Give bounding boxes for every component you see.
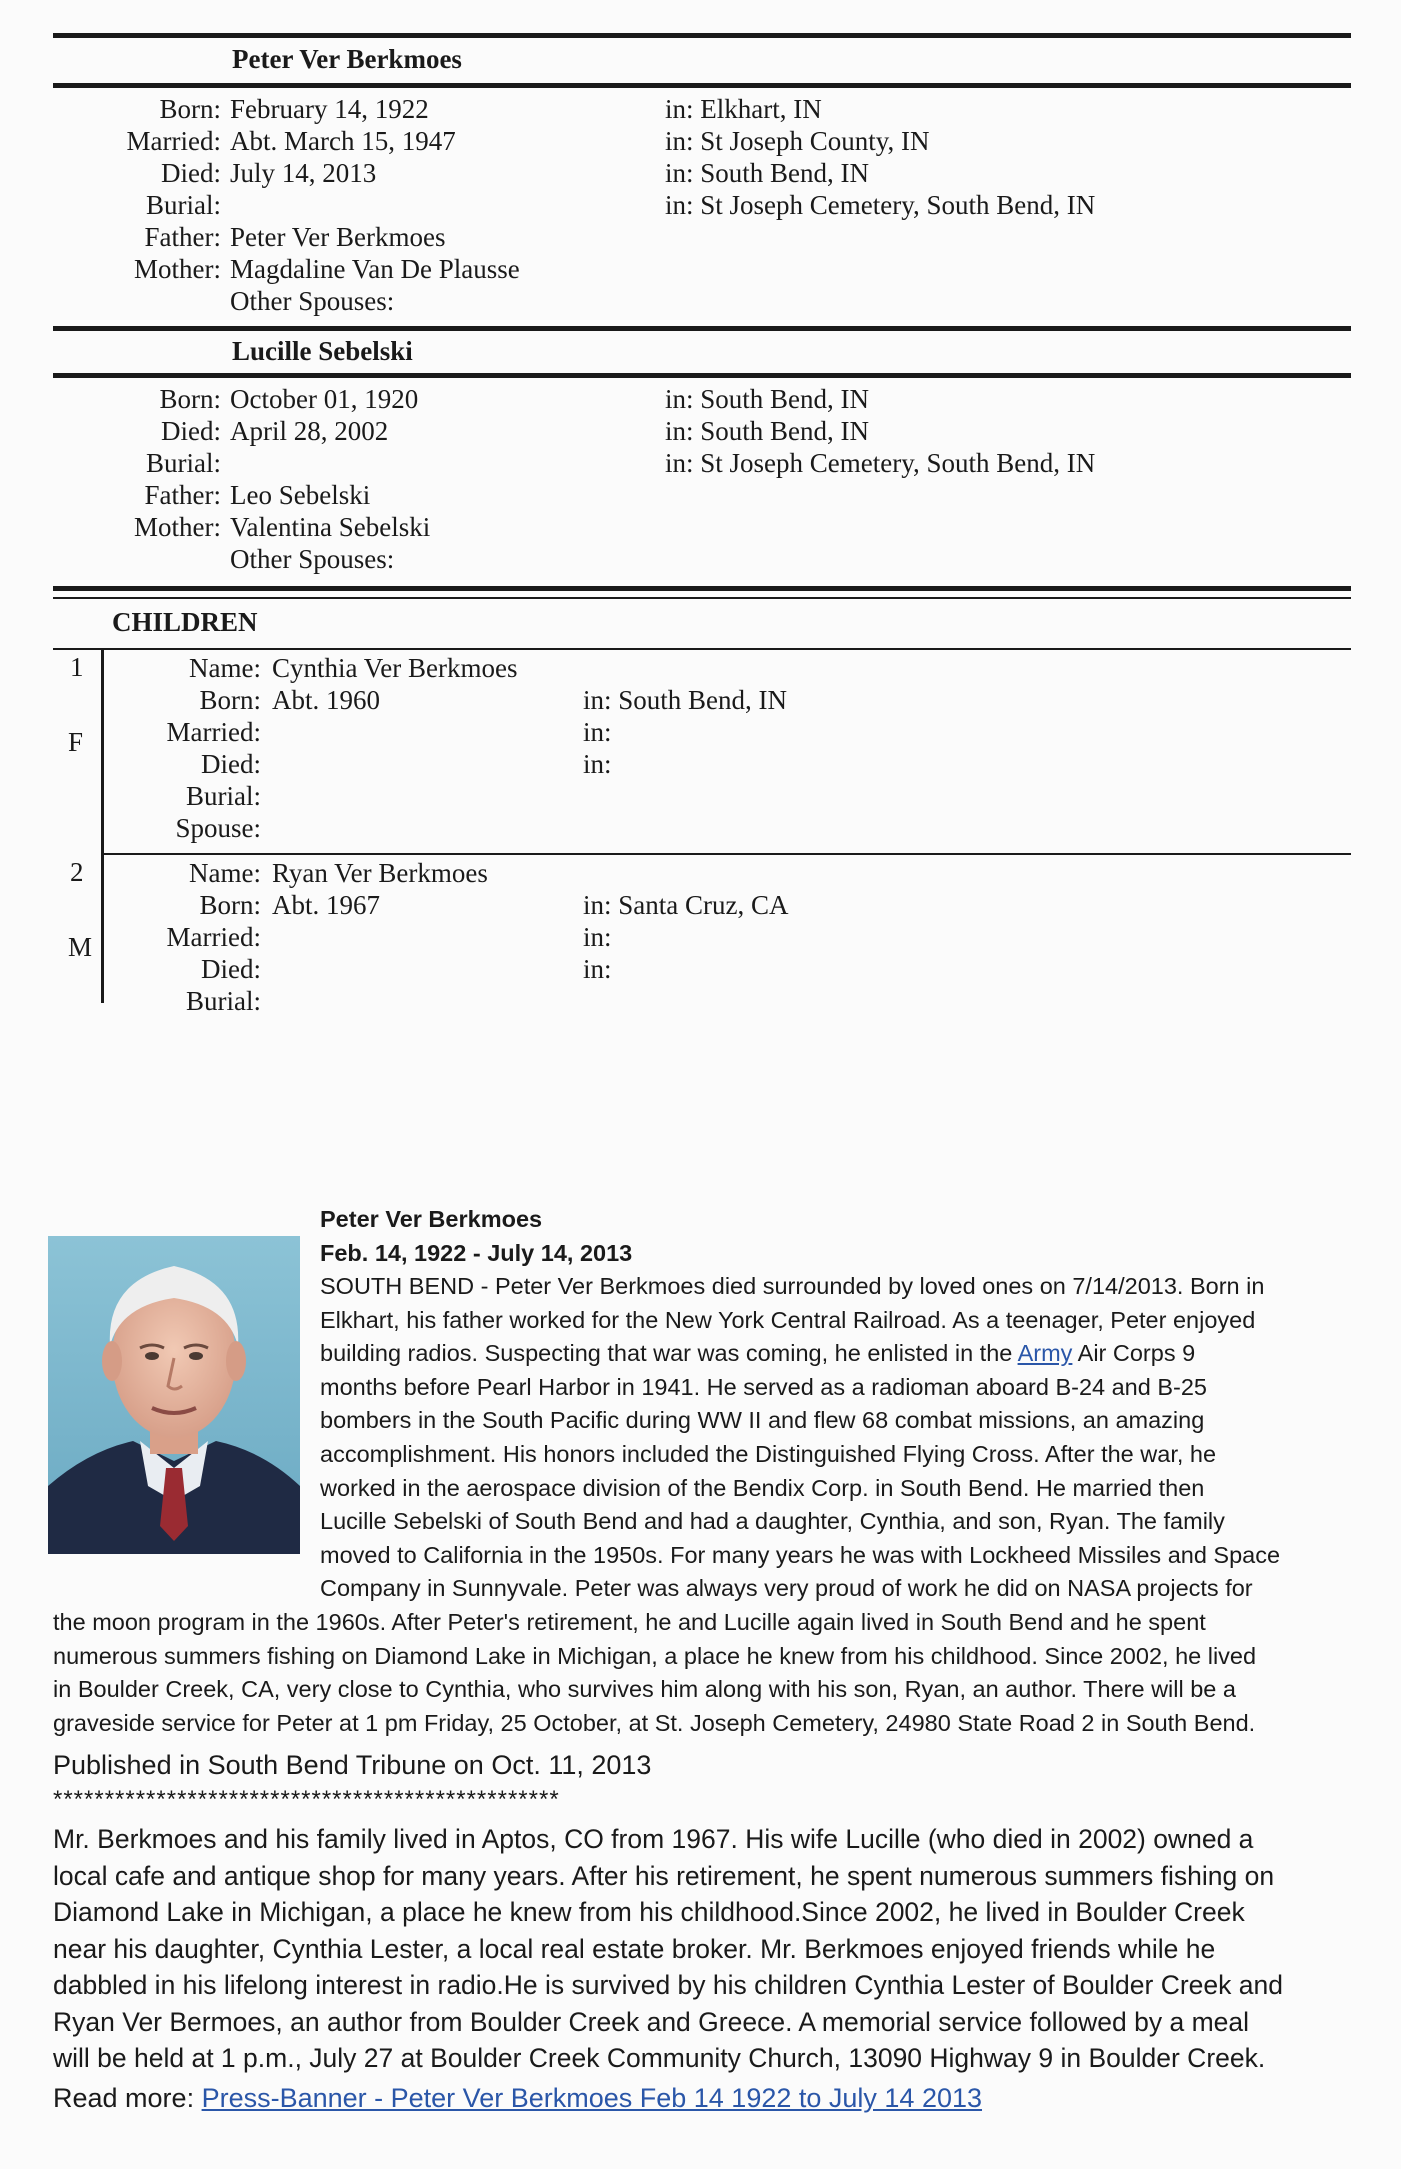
child-fact-label: Spouse: — [175, 813, 261, 843]
children-heading: CHILDREN — [112, 607, 258, 637]
wife-rule — [53, 373, 1351, 378]
child-sex: M — [68, 932, 93, 962]
child-fact-value: Abt. 1967 — [272, 890, 380, 920]
child-fact-value: Cynthia Ver Berkmoes — [272, 653, 518, 683]
child-fact-place: in: — [583, 922, 612, 952]
fact-place: in: South Bend, IN — [665, 384, 870, 414]
read-more-label: Read more: — [53, 2083, 202, 2113]
obituary-line: Company in Sunnyvale. Peter was always very proud of work he did on NASA projects for — [320, 1575, 1253, 1602]
husband-rule — [53, 83, 1351, 88]
second-obituary-line: dabbled in his lifelong interest in radio.He is survived by his children Cynthia Lester of Boulder Creek and — [53, 1970, 1283, 2000]
fact-label: Burial: — [146, 190, 221, 220]
child-fact-place: in: — [583, 749, 612, 779]
obituary-line: bombers in the South Pacific during WW II and flew 68 combat missions, an amazing — [320, 1407, 1205, 1434]
child-fact-label: Burial: — [186, 781, 261, 811]
fact-place: in: Elkhart, IN — [665, 94, 822, 124]
child-fact-label: Name: — [189, 858, 261, 888]
child-fact-label: Born: — [199, 890, 261, 920]
fact-label: Died: — [161, 158, 221, 188]
fact-label: Mother: — [134, 254, 221, 284]
fact-label: Father: — [144, 480, 221, 510]
child-fact-place: in: — [583, 954, 612, 984]
child-fact-label: Born: — [199, 685, 261, 715]
obituary-line: moved to California in the 1950s. For many years he was with Lockheed Missiles and Space — [320, 1541, 1281, 1568]
obituary-line-text: building radios. Suspecting that war was coming, he enlisted in the — [320, 1340, 1013, 1367]
obituary-line: the moon program in the 1960s. After Peter's retirement, he and Lucille again lived in South Bend and he spent — [53, 1609, 1206, 1635]
fact-label: Born: — [159, 384, 221, 414]
portrait-photo — [48, 1236, 300, 1554]
second-obituary-line: will be held at 1 p.m., July 27 at Boulder Creek Community Church, 13090 Highway 9 in Boulder Creek. — [53, 2043, 1266, 2073]
obituary-line: worked in the aerospace division of the Bendix Corp. in South Bend. He married then — [320, 1474, 1205, 1501]
fact-label: Father: — [144, 222, 221, 252]
second-obituary-line: Mr. Berkmoes and his family lived in Aptos, CO from 1967. His wife Lucille (who died in 2002) owned a — [53, 1824, 1254, 1854]
fact-value: April 28, 2002 — [230, 416, 389, 446]
fact-value: October 01, 1920 — [230, 384, 419, 414]
fact-value: Abt. March 15, 1947 — [230, 126, 456, 156]
children-top-rule — [53, 586, 1351, 591]
fact-value: Valentina Sebelski — [230, 512, 431, 542]
army-link[interactable]: Army — [1017, 1340, 1073, 1367]
wife-name: Lucille Sebelski — [232, 336, 413, 366]
child-fact-label: Name: — [189, 653, 261, 683]
child-fact-label: Died: — [201, 954, 261, 984]
husband-name: Peter Ver Berkmoes — [232, 44, 462, 74]
obituary-name: Peter Ver Berkmoes — [320, 1206, 543, 1232]
child-2-divider — [101, 853, 104, 1003]
obituary-line: Elkhart, his father worked for the New York Central Railroad. As a teenager, Peter enjoyed — [320, 1306, 1256, 1333]
fact-label: Mother: — [134, 512, 221, 542]
fact-place: in: St Joseph Cemetery, South Bend, IN — [665, 190, 1096, 220]
children-heading-rule — [53, 648, 1351, 650]
read-more-row — [53, 2083, 982, 2114]
child-fact-place: in: South Bend, IN — [583, 685, 788, 715]
child-sex: F — [68, 727, 84, 757]
obituary-line: in Boulder Creek, CA, very close to Cynthia, who survives him along with his son, Ryan, an author. There will be a — [53, 1676, 1236, 1703]
fact-value: Leo Sebelski — [230, 480, 371, 510]
fact-value: February 14, 1922 — [230, 94, 429, 124]
child-1-divider — [101, 648, 104, 853]
obituary-line: accomplishment. His honors included the Distinguished Flying Cross. After the war, he — [320, 1441, 1217, 1467]
child-fact-label: Died: — [201, 749, 261, 779]
fact-label: Born: — [159, 94, 221, 124]
second-obituary-line: Diamond Lake in Michigan, a place he knew from his childhood.Since 2002, he lived in Boulder Creek — [53, 1897, 1245, 1927]
obituary-line: Lucille Sebelski of South Bend and had a daughter, Cynthia, and son, Ryan. The family — [320, 1508, 1225, 1535]
read-more-link[interactable]: Press-Banner - Peter Ver Berkmoes Feb 14 1922 to July 14 2013 — [201, 2083, 983, 2113]
fact-value: Other Spouses: — [230, 286, 395, 316]
fact-value: Peter Ver Berkmoes — [230, 222, 446, 252]
fact-place: in: South Bend, IN — [665, 158, 870, 188]
fact-value: Magdaline Van De Plausse — [230, 254, 520, 284]
fact-place: in: St Joseph County, IN — [665, 126, 930, 156]
child-fact-label: Burial: — [186, 986, 261, 1016]
child-fact-place: in: Santa Cruz, CA — [583, 890, 789, 920]
top-rule — [53, 33, 1351, 38]
second-obituary-line: near his daughter, Cynthia Lester, a local real estate broker. Mr. Berkmoes enjoyed friends while he — [53, 1933, 1216, 1964]
fact-label: Burial: — [146, 448, 221, 478]
obituary-line: numerous summers fishing on Diamond Lake in Michigan, a place he knew from his childhood. Since 2002, he lived — [53, 1642, 1257, 1669]
child-fact-label: Married: — [166, 922, 261, 952]
wife-top-rule — [53, 326, 1351, 331]
child-number: 2 — [70, 857, 84, 887]
child-fact-place: in: — [583, 717, 612, 747]
obituary-line: SOUTH BEND - Peter Ver Berkmoes died surrounded by loved ones on 7/14/2013. Born in — [320, 1273, 1265, 1299]
child-fact-label: Married: — [166, 717, 261, 747]
obituary-line: graveside service for Peter at 1 pm Friday, 25 October, at St. Joseph Cemetery, 24980 State Road 2 in South Bend. — [53, 1709, 1256, 1736]
separator-stars: ************************************************* — [53, 1786, 560, 1813]
fact-place: in: St Joseph Cemetery, South Bend, IN — [665, 448, 1096, 478]
second-obituary-line: local cafe and antique shop for many years. After his retirement, he spent numerous summers fishing on — [53, 1860, 1275, 1891]
obituary-line: months before Pearl Harbor in 1941. He served as a radioman aboard B-24 and B-25 — [320, 1373, 1207, 1400]
child-separator — [101, 853, 1351, 855]
obituary-line — [320, 1340, 1195, 1367]
fact-value: Other Spouses: — [230, 544, 395, 574]
second-obituary-line: Ryan Ver Bermoes, an author from Boulder Creek and Greece. A memorial service followed by a meal — [53, 2006, 1250, 2037]
fact-label: Married: — [126, 126, 221, 156]
children-top-rule-2 — [53, 597, 1351, 599]
fact-value: July 14, 2013 — [230, 158, 377, 188]
published-line: Published in South Bend Tribune on Oct. 11, 2013 — [53, 1750, 652, 1780]
child-fact-value: Abt. 1960 — [272, 685, 380, 715]
child-fact-value: Ryan Ver Berkmoes — [272, 858, 488, 888]
obituary-dates: Feb. 14, 1922 - July 14, 2013 — [320, 1240, 633, 1266]
fact-label: Died: — [161, 416, 221, 446]
fact-place: in: South Bend, IN — [665, 416, 870, 446]
child-number: 1 — [70, 652, 84, 682]
army-suffix: Air Corps 9 — [1072, 1340, 1196, 1367]
